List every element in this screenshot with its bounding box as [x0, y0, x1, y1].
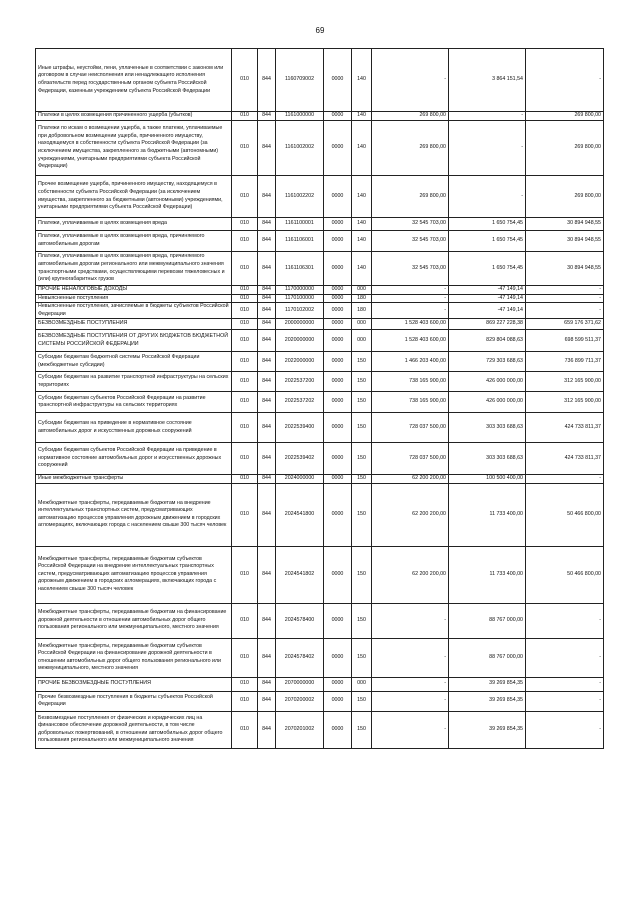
cell-d: 140 — [352, 231, 372, 252]
cell-v1: 269 800,00 — [372, 176, 449, 218]
cell-v1: 728 037 500,00 — [372, 443, 449, 475]
cell-v2: 729 303 688,63 — [449, 352, 526, 372]
cell-v2: 1 650 754,45 — [449, 252, 526, 286]
cell-b: 844 — [258, 294, 276, 303]
cell-v3: - — [526, 677, 604, 691]
cell-desc: Иные межбюджетные трансферты — [36, 475, 232, 484]
cell-a: 010 — [232, 691, 258, 711]
cell-desc: Межбюджетные трансферты, передаваемые бюджетам на внедрение интеллектуальных транспортных систем, предусматривающих автоматизацию процессов управления дорожным движением в городских агломерациях, включающих города с населением свыше 300 тысяч человек — [36, 483, 232, 546]
table-row — [36, 330, 604, 352]
table-row — [36, 546, 604, 603]
cell-b: 844 — [258, 711, 276, 748]
cell-c: 0000 — [324, 218, 352, 231]
cell-desc: Безвозмездные поступления от физических и юридических лиц на финансовое обеспечение дорожной деятельности, в том числе добровольных пожертвований, в отношении автомобильных дорог общего пользования регионального или межмуниципального значения — [36, 711, 232, 748]
cell-c: 0000 — [324, 691, 352, 711]
cell-b: 844 — [258, 475, 276, 484]
cell-c: 0000 — [324, 638, 352, 677]
cell-a: 010 — [232, 286, 258, 295]
cell-b: 844 — [258, 352, 276, 372]
cell-v2: 39 269 854,35 — [449, 711, 526, 748]
cell-desc: Субсидии бюджетам на приведение в нормативное состояние автомобильных дорог и искусственных дорожных сооружений — [36, 413, 232, 443]
cell-a: 010 — [232, 546, 258, 603]
cell-b: 844 — [258, 176, 276, 218]
cell-v3: - — [526, 691, 604, 711]
cell-c: 0000 — [324, 392, 352, 413]
cell-b: 844 — [258, 392, 276, 413]
cell-v3: - — [526, 303, 604, 319]
cell-code: 1160709002 — [276, 49, 324, 112]
table-row — [36, 252, 604, 286]
cell-a: 010 — [232, 121, 258, 176]
cell-v3: - — [526, 294, 604, 303]
table-row — [36, 112, 604, 121]
cell-d: 140 — [352, 252, 372, 286]
cell-code: 2024578400 — [276, 603, 324, 638]
cell-c: 0000 — [324, 286, 352, 295]
cell-code: 1161100001 — [276, 218, 324, 231]
cell-b: 844 — [258, 121, 276, 176]
cell-v1: - — [372, 294, 449, 303]
cell-v2: 1 650 754,45 — [449, 218, 526, 231]
cell-d: 000 — [352, 330, 372, 352]
cell-v3: - — [526, 475, 604, 484]
cell-v2: 88 767 000,00 — [449, 638, 526, 677]
cell-a: 010 — [232, 483, 258, 546]
cell-v2: 303 303 688,63 — [449, 413, 526, 443]
cell-code: 2024000000 — [276, 475, 324, 484]
cell-d: 150 — [352, 711, 372, 748]
cell-v2: 88 767 000,00 — [449, 603, 526, 638]
cell-code: 2024541802 — [276, 546, 324, 603]
page-number: 69 — [315, 26, 325, 35]
cell-a: 010 — [232, 330, 258, 352]
table-row — [36, 231, 604, 252]
table-row — [36, 483, 604, 546]
table-row — [36, 443, 604, 475]
cell-d: 150 — [352, 443, 372, 475]
table-row — [36, 711, 604, 748]
cell-v1: - — [372, 303, 449, 319]
table-row — [36, 176, 604, 218]
cell-d: 180 — [352, 303, 372, 319]
cell-v3: 269 800,00 — [526, 176, 604, 218]
cell-v3: 30 894 948,55 — [526, 231, 604, 252]
cell-desc: Межбюджетные трансферты, передаваемые бюджетам на финансирование дорожной деятельности в отношении автомобильных дорог общего пользования регионального или межмуниципального, местного значения — [36, 603, 232, 638]
cell-v2: 39 269 854,35 — [449, 677, 526, 691]
cell-desc: Субсидии бюджетам бюджетной системы Российской Федерации (межбюджетные субсидии) — [36, 352, 232, 372]
cell-a: 010 — [232, 372, 258, 392]
cell-v2: 426 000 000,00 — [449, 392, 526, 413]
table-row — [36, 638, 604, 677]
cell-d: 150 — [352, 546, 372, 603]
cell-v3: 50 466 800,00 — [526, 483, 604, 546]
cell-v3: - — [526, 603, 604, 638]
cell-a: 010 — [232, 112, 258, 121]
cell-desc: БЕЗВОЗМЕЗДНЫЕ ПОСТУПЛЕНИЯ ОТ ДРУГИХ БЮДЖЕТОВ БЮДЖЕТНОЙ СИСТЕМЫ РОССИЙСКОЙ ФЕДЕРАЦИИ — [36, 330, 232, 352]
cell-desc: Невыясненные поступления, зачисляемые в бюджеты субъектов Российской Федерации — [36, 303, 232, 319]
cell-b: 844 — [258, 483, 276, 546]
cell-code: 2022539400 — [276, 413, 324, 443]
cell-d: 140 — [352, 49, 372, 112]
cell-v1: 62 200 200,00 — [372, 475, 449, 484]
cell-a: 010 — [232, 603, 258, 638]
cell-a: 010 — [232, 319, 258, 330]
cell-c: 0000 — [324, 413, 352, 443]
cell-b: 844 — [258, 286, 276, 295]
cell-v3: - — [526, 711, 604, 748]
cell-c: 0000 — [324, 319, 352, 330]
cell-v3: 424 733 811,37 — [526, 413, 604, 443]
cell-code: 1170102002 — [276, 303, 324, 319]
table-row — [36, 392, 604, 413]
cell-b: 844 — [258, 413, 276, 443]
cell-desc: ПРОЧИЕ БЕЗВОЗМЕЗДНЫЕ ПОСТУПЛЕНИЯ — [36, 677, 232, 691]
cell-v3: 269 800,00 — [526, 121, 604, 176]
cell-a: 010 — [232, 176, 258, 218]
cell-code: 2024578402 — [276, 638, 324, 677]
cell-desc: Платежи, уплачиваемые в целях возмещения вреда, причиняемого автомобильным дорогам — [36, 231, 232, 252]
cell-b: 844 — [258, 330, 276, 352]
cell-desc: Прочее возмещение ущерба, причиненного имуществу, находящемуся в собственности субъекта Российской Федерации (за исключением имущества, закрепленного за бюджетными (автономными) учреждениями, унитарными предприятиями субъекта Российской Федерации) — [36, 176, 232, 218]
cell-b: 844 — [258, 319, 276, 330]
cell-v2: -47 149,14 — [449, 294, 526, 303]
cell-code: 2070201002 — [276, 711, 324, 748]
table-row — [36, 49, 604, 112]
cell-a: 010 — [232, 49, 258, 112]
cell-c: 0000 — [324, 176, 352, 218]
cell-desc: Субсидии бюджетам на развитие транспортной инфраструктуры на сельских территориях — [36, 372, 232, 392]
cell-b: 844 — [258, 546, 276, 603]
budget-revenue-table — [35, 48, 604, 749]
cell-c: 0000 — [324, 294, 352, 303]
cell-v2: - — [449, 121, 526, 176]
cell-v3: - — [526, 49, 604, 112]
cell-desc: БЕЗВОЗМЕЗДНЫЕ ПОСТУПЛЕНИЯ — [36, 319, 232, 330]
cell-v3: 50 466 800,00 — [526, 546, 604, 603]
cell-a: 010 — [232, 392, 258, 413]
table-row — [36, 286, 604, 295]
table-row — [36, 218, 604, 231]
cell-d: 000 — [352, 319, 372, 330]
cell-b: 844 — [258, 303, 276, 319]
cell-v1: 269 800,00 — [372, 121, 449, 176]
cell-c: 0000 — [324, 711, 352, 748]
cell-v1: - — [372, 711, 449, 748]
cell-v1: 1 466 203 400,00 — [372, 352, 449, 372]
table-row — [36, 303, 604, 319]
cell-c: 0000 — [324, 231, 352, 252]
cell-v3: 736 899 711,37 — [526, 352, 604, 372]
table-row — [36, 691, 604, 711]
cell-c: 0000 — [324, 603, 352, 638]
cell-b: 844 — [258, 112, 276, 121]
cell-v3: 424 733 811,37 — [526, 443, 604, 475]
cell-v3: 312 165 900,00 — [526, 392, 604, 413]
cell-desc: Иные штрафы, неустойки, пени, уплаченные в соответствии с законом или договором в случае неисполнения или ненадлежащего исполнения обязательств перед государственным органом субъекта Российской Федерации, казенным учреждением субъекта Российской Федерации — [36, 49, 232, 112]
cell-v3: - — [526, 286, 604, 295]
cell-code: 1170100000 — [276, 294, 324, 303]
cell-desc: Платежи в целях возмещения причиненного ущерба (убытков) — [36, 112, 232, 121]
cell-v1: - — [372, 49, 449, 112]
cell-c: 0000 — [324, 372, 352, 392]
cell-v1: 738 165 900,00 — [372, 392, 449, 413]
cell-v3: 269 800,00 — [526, 112, 604, 121]
cell-a: 010 — [232, 638, 258, 677]
cell-d: 140 — [352, 112, 372, 121]
table-row — [36, 475, 604, 484]
cell-c: 0000 — [324, 330, 352, 352]
cell-v2: 39 269 854,35 — [449, 691, 526, 711]
table-row — [36, 677, 604, 691]
cell-v2: - — [449, 176, 526, 218]
cell-c: 0000 — [324, 443, 352, 475]
cell-code: 2070000000 — [276, 677, 324, 691]
cell-v3: 698 599 511,37 — [526, 330, 604, 352]
cell-code: 1161002002 — [276, 121, 324, 176]
cell-v1: - — [372, 691, 449, 711]
cell-v2: 829 804 088,63 — [449, 330, 526, 352]
table-row — [36, 121, 604, 176]
cell-v2: 869 227 228,38 — [449, 319, 526, 330]
cell-code: 2022537200 — [276, 372, 324, 392]
cell-c: 0000 — [324, 303, 352, 319]
cell-a: 010 — [232, 677, 258, 691]
cell-b: 844 — [258, 638, 276, 677]
cell-v2: 1 650 754,45 — [449, 231, 526, 252]
cell-desc: Платежи, уплачиваемые в целях возмещения вреда, причиняемого автомобильным дорогам регионального или межмуниципального значения транспортными средствами, осуществляющими перевозки тяжеловесных и (или) крупногабаритных грузов — [36, 252, 232, 286]
cell-code: 2070200002 — [276, 691, 324, 711]
cell-desc: ПРОЧИЕ НЕНАЛОГОВЫЕ ДОХОДЫ — [36, 286, 232, 295]
cell-b: 844 — [258, 443, 276, 475]
cell-code: 2000000000 — [276, 319, 324, 330]
cell-code: 2020000000 — [276, 330, 324, 352]
cell-a: 010 — [232, 303, 258, 319]
cell-code: 2022000000 — [276, 352, 324, 372]
cell-a: 010 — [232, 294, 258, 303]
cell-desc: Межбюджетные трансферты, передаваемые бюджетам субъектов Российской Федерации на финансирование дорожной деятельности в отношении автомобильных дорог общего пользования регионального или межмуниципального, местного значения — [36, 638, 232, 677]
cell-c: 0000 — [324, 252, 352, 286]
cell-desc: Субсидии бюджетам субъектов Российской Федерации на приведение в нормативное состояние автомобильных дорог и искусственных дорожных сооружений — [36, 443, 232, 475]
cell-d: 150 — [352, 483, 372, 546]
cell-b: 844 — [258, 49, 276, 112]
cell-v2: -47 149,14 — [449, 286, 526, 295]
cell-v1: 728 037 500,00 — [372, 413, 449, 443]
cell-d: 150 — [352, 392, 372, 413]
cell-desc: Межбюджетные трансферты, передаваемые бюджетам субъектов Российской Федерации на внедрение интеллектуальных транспортных систем, предусматривающих автоматизацию процессов управления дорожным движением в городских агломерациях, включающих города с населением свыше 300 тысяч человек — [36, 546, 232, 603]
cell-code: 1161000000 — [276, 112, 324, 121]
cell-v1: 32 545 703,00 — [372, 231, 449, 252]
cell-c: 0000 — [324, 352, 352, 372]
cell-v1: 1 528 403 600,00 — [372, 330, 449, 352]
cell-d: 150 — [352, 475, 372, 484]
cell-d: 150 — [352, 372, 372, 392]
cell-v3: 312 165 900,00 — [526, 372, 604, 392]
cell-c: 0000 — [324, 112, 352, 121]
cell-a: 010 — [232, 218, 258, 231]
cell-v3: 659 176 371,62 — [526, 319, 604, 330]
cell-v2: 303 303 688,63 — [449, 443, 526, 475]
table-row — [36, 413, 604, 443]
cell-v2: 426 000 000,00 — [449, 372, 526, 392]
cell-v1: - — [372, 638, 449, 677]
cell-d: 000 — [352, 677, 372, 691]
cell-v2: 3 864 151,54 — [449, 49, 526, 112]
cell-code: 1161002202 — [276, 176, 324, 218]
cell-v1: 32 545 703,00 — [372, 218, 449, 231]
table-row — [36, 319, 604, 330]
cell-v2: 100 500 400,00 — [449, 475, 526, 484]
cell-b: 844 — [258, 372, 276, 392]
cell-d: 150 — [352, 413, 372, 443]
cell-b: 844 — [258, 677, 276, 691]
cell-v1: 269 800,00 — [372, 112, 449, 121]
cell-desc: Платежи, уплачиваемые в целях возмещения вреда — [36, 218, 232, 231]
cell-v1: - — [372, 286, 449, 295]
cell-b: 844 — [258, 603, 276, 638]
cell-c: 0000 — [324, 475, 352, 484]
cell-v3: - — [526, 638, 604, 677]
cell-v1: - — [372, 677, 449, 691]
cell-d: 000 — [352, 286, 372, 295]
cell-d: 150 — [352, 638, 372, 677]
cell-v3: 30 894 948,55 — [526, 218, 604, 231]
cell-code: 2022539402 — [276, 443, 324, 475]
cell-desc: Прочие безвозмездные поступления в бюджеты субъектов Российской Федерации — [36, 691, 232, 711]
cell-code: 2022537202 — [276, 392, 324, 413]
cell-a: 010 — [232, 711, 258, 748]
cell-a: 010 — [232, 252, 258, 286]
cell-d: 180 — [352, 294, 372, 303]
cell-d: 140 — [352, 218, 372, 231]
cell-v2: -47 149,14 — [449, 303, 526, 319]
cell-v1: 1 528 403 600,00 — [372, 319, 449, 330]
cell-c: 0000 — [324, 677, 352, 691]
table-row — [36, 603, 604, 638]
cell-code: 1161106001 — [276, 231, 324, 252]
cell-code: 2024541800 — [276, 483, 324, 546]
cell-a: 010 — [232, 475, 258, 484]
cell-d: 150 — [352, 603, 372, 638]
cell-a: 010 — [232, 352, 258, 372]
table-row — [36, 372, 604, 392]
cell-v2: 11 733 400,00 — [449, 546, 526, 603]
cell-b: 844 — [258, 691, 276, 711]
cell-c: 0000 — [324, 483, 352, 546]
cell-a: 010 — [232, 413, 258, 443]
cell-v1: 32 545 703,00 — [372, 252, 449, 286]
cell-a: 010 — [232, 231, 258, 252]
cell-code: 1161106301 — [276, 252, 324, 286]
table-row — [36, 352, 604, 372]
cell-desc: Субсидии бюджетам субъектов Российской Федерации на развитие транспортной инфраструктуры на сельских территориях — [36, 392, 232, 413]
cell-v1: 62 200 200,00 — [372, 546, 449, 603]
table-row — [36, 294, 604, 303]
cell-v1: 738 165 900,00 — [372, 372, 449, 392]
cell-b: 844 — [258, 252, 276, 286]
cell-d: 140 — [352, 121, 372, 176]
cell-code: 1170000000 — [276, 286, 324, 295]
cell-v2: - — [449, 112, 526, 121]
cell-b: 844 — [258, 231, 276, 252]
cell-d: 140 — [352, 176, 372, 218]
cell-c: 0000 — [324, 546, 352, 603]
cell-v1: - — [372, 603, 449, 638]
cell-v1: 62 200 200,00 — [372, 483, 449, 546]
cell-b: 844 — [258, 218, 276, 231]
cell-v3: 30 894 948,55 — [526, 252, 604, 286]
cell-v2: 11 733 400,00 — [449, 483, 526, 546]
cell-c: 0000 — [324, 121, 352, 176]
cell-desc: Платежи по искам о возмещении ущерба, а также платежи, уплачиваемые при добровольном возмещении ущерба, причиненного имуществу, находящемуся в собственности субъекта Российской Федерации (за исключением имущества, закрепленного за бюджетными (автономными) учреждениями, унитарными предприятиями субъекта Российской Федерации) — [36, 121, 232, 176]
cell-d: 150 — [352, 691, 372, 711]
cell-desc: Невыясненные поступления — [36, 294, 232, 303]
cell-a: 010 — [232, 443, 258, 475]
cell-d: 150 — [352, 352, 372, 372]
cell-c: 0000 — [324, 49, 352, 112]
